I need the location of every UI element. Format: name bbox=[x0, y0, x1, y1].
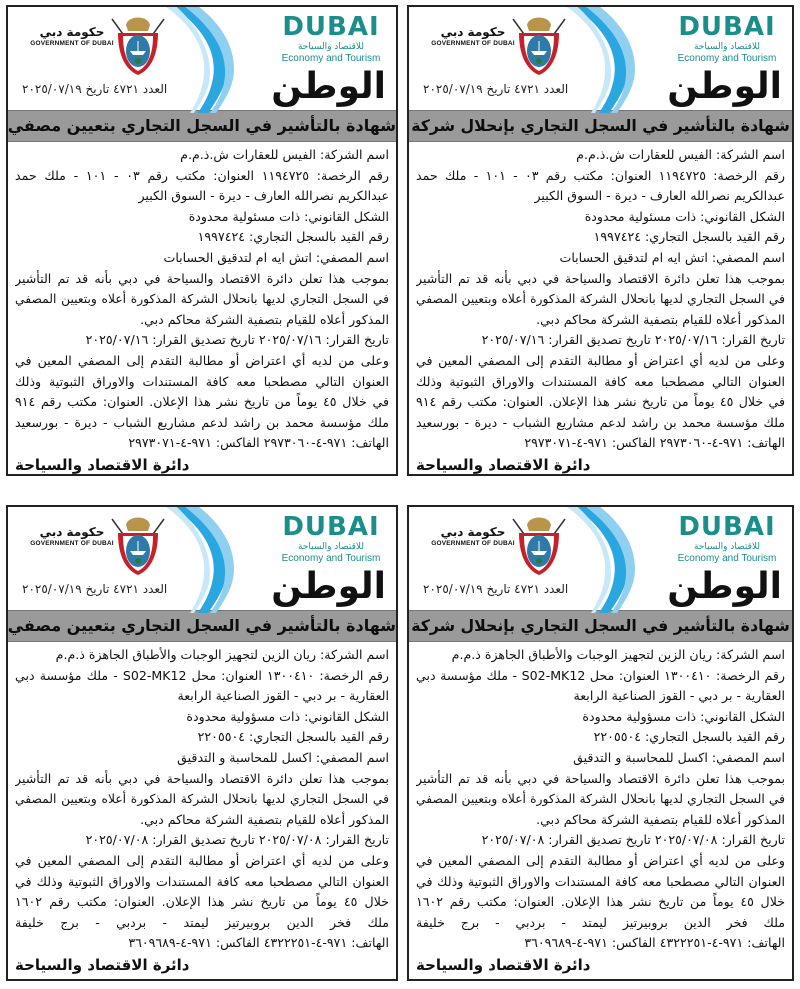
notice-line: الشكل القانوني: ذات مسئولية محدودة bbox=[188, 208, 389, 224]
dubai-emblem-icon bbox=[108, 11, 168, 77]
notice-line: رقم الرخصة: ١٣٠٠٤١٠ العنوان: محل S02-MK12 - ملك مؤسسة دبي bbox=[416, 667, 785, 683]
gov-logo-arabic: حكومة دبي bbox=[440, 525, 506, 539]
notice-line: في خلال ٤٥ يوماً من تاريخ نشر هذا الإعلان. العنوان: مكتب رقم ٩١٤ bbox=[416, 394, 785, 410]
notice-body bbox=[8, 642, 396, 954]
gov-logo-arabic: حكومة دبي bbox=[440, 25, 506, 39]
dubai-logo-english: Economy and Tourism bbox=[281, 53, 381, 64]
notice-line: خلال ٤٥ يوماً من تاريخ نشر هذا الإعلان. العنوان: مكتب رقم ١٦٠٢ bbox=[15, 894, 389, 910]
notice-line: رقم القيد بالسجل التجاري: ٢٢٠٥٥٠٤ bbox=[593, 729, 785, 745]
dubai-emblem-icon bbox=[108, 511, 168, 577]
notice-line: رقم القيد بالسجل التجاري: ١٩٩٧٤٢٤ bbox=[197, 229, 389, 245]
notice-line: تاريخ القرار: ٢٠٢٥/٠٧/١٦ تاريخ تصديق القرار: ٢٠٢٥/٠٧/١٦ bbox=[481, 332, 785, 348]
notice-line: تاريخ القرار: ٢٠٢٥/٠٧/٠٨ تاريخ تصديق القرار: ٢٠٢٥/٠٧/٠٨ bbox=[481, 832, 785, 848]
dubai-emblem-icon bbox=[509, 511, 569, 577]
notice-header bbox=[409, 507, 792, 610]
dubai-economy-tourism-logo bbox=[276, 13, 386, 65]
newspaper-logo: الوطن bbox=[271, 66, 386, 107]
notice-line: العنوان التالي مصطحبا معه كافة المستندات والاوراق الثبوتية وذلك bbox=[416, 373, 785, 389]
government-of-dubai-logo bbox=[423, 25, 523, 48]
notice-title: شهادة بالتأشير في السجل التجاري بإنحلال شركة bbox=[409, 610, 792, 642]
notice-line: رقم الرخصة: ١١٩٤٧٢٥ العنوان: مكتب رقم ٠٣ - ١٠١ - ملك حمد bbox=[15, 167, 389, 183]
notice-line: المذكور أعلاه للقيام بتصفية الشركة محاكم دبي. bbox=[536, 311, 785, 327]
wave-decoration-icon bbox=[158, 5, 238, 113]
government-of-dubai-logo bbox=[423, 525, 523, 548]
notice-line: رقم الرخصة: ١٣٠٠٤١٠ العنوان: محل S02-MK12 - ملك مؤسسة دبي bbox=[15, 667, 389, 683]
notice-line: بموجب هذا تعلن دائرة الاقتصاد والسياحة في دبي بأنه قد تم التأشير bbox=[416, 270, 785, 286]
notice-line: في السجل التجاري لديها بانحلال الشركة المذكورة أعلاه وبتعيين المصفي bbox=[15, 292, 389, 307]
notice-line: الشكل القانوني: ذات مسؤولية محدودة bbox=[186, 708, 389, 724]
notice-line: وعلى من لديه أي اعتراض أو مطالبة التقدم إلى المصفي المعين في bbox=[416, 352, 785, 368]
notice-line: وعلى من لديه أي اعتراض أو مطالبة التقدم إلى المصفي المعين في bbox=[15, 352, 389, 368]
notice-line: العقارية - بر دبي - القوز الصناعية الرابعة bbox=[177, 688, 389, 704]
notice-line: الشكل القانوني: ذات مسؤولية محدودة bbox=[582, 708, 785, 724]
notice-line: ملك فخر الدين بروبيرتيز ليمتد - بردبي - برج خليفة bbox=[15, 914, 389, 930]
notice-title: شهادة بالتأشير في السجل التجاري بإنحلال شركة bbox=[409, 110, 792, 142]
notice-footer-department: دائرة الاقتصاد والسياحة bbox=[15, 455, 190, 474]
notice-line: اسم الشركة: ريان الزين لتجهيز الوجبات والأطباق الجاهزة ذ.م.م bbox=[55, 647, 389, 662]
gov-logo-arabic: حكومة دبي bbox=[39, 25, 105, 39]
notice-title: شهادة بالتأشير في السجل التجاري بتعيين مصفي bbox=[8, 610, 396, 642]
notice-line: عبدالكريم نصرالله العارف - ديرة - السوق الكبير bbox=[138, 188, 389, 204]
notice-line: الهاتف: ٩٧١-٤-٤٣٢٢٢٥١ الفاكس: ٩٧١-٤-٣٦٠٩٦٨٩ bbox=[128, 935, 389, 951]
notice-footer-department: دائرة الاقتصاد والسياحة bbox=[416, 955, 591, 974]
gov-logo-english: GOVERNMENT OF DUBAI bbox=[431, 540, 515, 547]
dubai-logo-arabic: للاقتصاد والسياحة bbox=[297, 542, 364, 552]
dubai-logo-arabic: للاقتصاد والسياحة bbox=[693, 542, 760, 552]
notice-line: وعلى من لديه أي اعتراض أو مطالبة التقدم إلى المصفي المعين في bbox=[15, 852, 389, 868]
notice-line: الهاتف: ٩٧١-٤-٢٩٧٣٠٦٠ الفاكس: ٩٧١-٤-٢٩٧٣٠٧١ bbox=[524, 435, 785, 451]
notice-line: العنوان التالي مصطحبا معه كافة المستندات والاوراق الثبوتية وذلك في bbox=[15, 873, 389, 889]
notice-line: بموجب هذا تعلن دائرة الاقتصاد والسياحة في دبي بأنه قد تم التأشير bbox=[15, 770, 389, 786]
notice-line: في السجل التجاري لديها بانحلال الشركة المذكورة أعلاه وبتعيين المصفي bbox=[416, 292, 785, 307]
notice-line: الهاتف: ٩٧١-٤-٢٩٧٣٠٦٠ الفاكس: ٩٧١-٤-٢٩٧٣٠٧١ bbox=[128, 435, 389, 451]
dubai-logo-word: DUBAI bbox=[282, 512, 380, 542]
issue-number-date: العدد ٤٧٢١ تاريخ ٢٠٢٥/٠٧/١٩ bbox=[22, 582, 168, 596]
notice-line: في خلال ٤٥ يوماً من تاريخ نشر هذا الإعلان. العنوان: مكتب رقم ٩١٤ bbox=[15, 394, 389, 410]
notice-line: اسم المصفي: اكسل للمحاسبة و التدقيق bbox=[177, 749, 389, 765]
notice-line: العنوان التالي مصطحبا معه كافة المستندات والاوراق الثبوتية وذلك bbox=[15, 373, 389, 389]
notice-line: رقم القيد بالسجل التجاري: ١٩٩٧٤٢٤ bbox=[593, 229, 785, 245]
issue-number-date: العدد ٤٧٢١ تاريخ ٢٠٢٥/٠٧/١٩ bbox=[22, 82, 168, 96]
notice-header bbox=[8, 7, 396, 110]
notice-line: بموجب هذا تعلن دائرة الاقتصاد والسياحة في دبي بأنه قد تم التأشير bbox=[416, 770, 785, 786]
issue-number-date: العدد ٤٧٢١ تاريخ ٢٠٢٥/٠٧/١٩ bbox=[423, 582, 569, 596]
dubai-logo-english: Economy and Tourism bbox=[281, 553, 381, 564]
dubai-economy-tourism-logo bbox=[276, 513, 386, 565]
wave-decoration-icon bbox=[158, 505, 238, 613]
notice-footer-department: دائرة الاقتصاد والسياحة bbox=[15, 955, 190, 974]
notice-line: الشكل القانوني: ذات مسئولية محدودة bbox=[584, 208, 785, 224]
newspaper-logo: الوطن bbox=[271, 566, 386, 607]
dubai-economy-tourism-logo bbox=[672, 513, 782, 565]
notice-line: اسم الشركة: الفيس للعقارات ش.ذ.م.م bbox=[576, 147, 785, 162]
government-of-dubai-logo bbox=[22, 525, 122, 548]
notice-line: خلال ٤٥ يوماً من تاريخ نشر هذا الإعلان. العنوان: مكتب رقم ١٦٠٢ bbox=[416, 894, 785, 910]
notice-line: رقم الرخصة: ١١٩٤٧٢٥ العنوان: مكتب رقم ٠٣ - ١٠١ - ملك حمد bbox=[416, 167, 785, 183]
notice-line: تاريخ القرار: ٢٠٢٥/٠٧/٠٨ تاريخ تصديق القرار: ٢٠٢٥/٠٧/٠٨ bbox=[85, 832, 389, 848]
notice-body bbox=[409, 642, 792, 954]
dubai-logo-arabic: للاقتصاد والسياحة bbox=[297, 42, 364, 52]
notice-body bbox=[409, 142, 792, 454]
gov-logo-arabic: حكومة دبي bbox=[39, 525, 105, 539]
notice-title: شهادة بالتأشير في السجل التجاري بتعيين مصفي bbox=[8, 110, 396, 142]
notice-line: رقم القيد بالسجل التجاري: ٢٢٠٥٥٠٤ bbox=[197, 729, 389, 745]
notice-line: اسم المصفي: اتش ايه ام لتدقيق الحسابات bbox=[559, 249, 785, 265]
notice-header bbox=[8, 507, 396, 610]
dubai-logo-word: DUBAI bbox=[678, 12, 776, 42]
wave-decoration-icon bbox=[559, 505, 639, 613]
notice-top-right bbox=[407, 5, 794, 476]
newspaper-logo: الوطن bbox=[667, 66, 782, 107]
wave-decoration-icon bbox=[559, 5, 639, 113]
issue-number-date: العدد ٤٧٢١ تاريخ ٢٠٢٥/٠٧/١٩ bbox=[423, 82, 569, 96]
notice-footer-department: دائرة الاقتصاد والسياحة bbox=[416, 455, 591, 474]
notice-line: اسم الشركة: ريان الزين لتجهيز الوجبات والأطباق الجاهزة ذ.م.م bbox=[451, 647, 785, 662]
notice-line: العنوان التالي مصطحبا معه كافة المستندات والاوراق الثبوتية وذلك في bbox=[416, 873, 785, 889]
gov-logo-english: GOVERNMENT OF DUBAI bbox=[431, 40, 515, 47]
dubai-emblem-icon bbox=[509, 11, 569, 77]
dubai-logo-english: Economy and Tourism bbox=[677, 553, 777, 564]
dubai-logo-arabic: للاقتصاد والسياحة bbox=[693, 42, 760, 52]
notice-line: بموجب هذا تعلن دائرة الاقتصاد والسياحة في دبي بأنه قد تم التأشير bbox=[15, 270, 389, 286]
notice-top-left bbox=[6, 5, 398, 476]
notice-line: الهاتف: ٩٧١-٤-٤٣٢٢٢٥١ الفاكس: ٩٧١-٤-٣٦٠٩٦٨٩ bbox=[524, 935, 785, 951]
notice-line: وعلى من لديه أي اعتراض أو مطالبة التقدم إلى المصفي المعين في bbox=[416, 852, 785, 868]
dubai-logo-word: DUBAI bbox=[678, 512, 776, 542]
notice-bottom-left bbox=[6, 505, 398, 981]
notice-body bbox=[8, 142, 396, 454]
notice-line: اسم الشركة: الفيس للعقارات ش.ذ.م.م bbox=[180, 147, 389, 162]
notice-line: العقارية - بر دبي - القوز الصناعية الرابعة bbox=[573, 688, 785, 704]
notice-bottom-right bbox=[407, 505, 794, 981]
gov-logo-english: GOVERNMENT OF DUBAI bbox=[30, 40, 114, 47]
notice-line: ملك فخر الدين بروبيرتيز ليمتد - بردبي - برج خليفة bbox=[416, 914, 785, 930]
notice-line: اسم المصفي: اتش ايه ام لتدقيق الحسابات bbox=[163, 249, 389, 265]
notice-header bbox=[409, 7, 792, 110]
notice-line: اسم المصفي: اكسل للمحاسبة و التدقيق bbox=[573, 749, 785, 765]
notice-line: ملك مؤسسة محمد بن راشد لدعم مشاريع الشباب - ديرة - بورسعيد bbox=[15, 414, 389, 430]
notice-line: المذكور أعلاه للقيام بتصفية الشركة محاكم دبي. bbox=[536, 811, 785, 827]
dubai-logo-english: Economy and Tourism bbox=[677, 53, 777, 64]
notice-line: تاريخ القرار: ٢٠٢٥/٠٧/١٦ تاريخ تصديق القرار: ٢٠٢٥/٠٧/١٦ bbox=[85, 332, 389, 348]
notice-line: في السجل التجاري لديها بانحلال الشركة المذكورة أعلاه وبتعيين المصفي bbox=[416, 792, 785, 807]
dubai-economy-tourism-logo bbox=[672, 13, 782, 65]
notice-line: في السجل التجاري لديها بانحلال الشركة المذكورة أعلاه وبتعيين المصفي bbox=[15, 792, 389, 807]
notice-line: المذكور أعلاه للقيام بتصفية الشركة محاكم دبي. bbox=[140, 311, 389, 327]
notice-line: عبدالكريم نصرالله العارف - ديرة - السوق الكبير bbox=[534, 188, 785, 204]
gov-logo-english: GOVERNMENT OF DUBAI bbox=[30, 540, 114, 547]
notice-line: ملك مؤسسة محمد بن راشد لدعم مشاريع الشباب - ديرة - بورسعيد bbox=[416, 414, 785, 430]
notice-line: المذكور أعلاه للقيام بتصفية الشركة محاكم دبي. bbox=[140, 811, 389, 827]
government-of-dubai-logo bbox=[22, 25, 122, 48]
dubai-logo-word: DUBAI bbox=[282, 12, 380, 42]
newspaper-logo: الوطن bbox=[667, 566, 782, 607]
